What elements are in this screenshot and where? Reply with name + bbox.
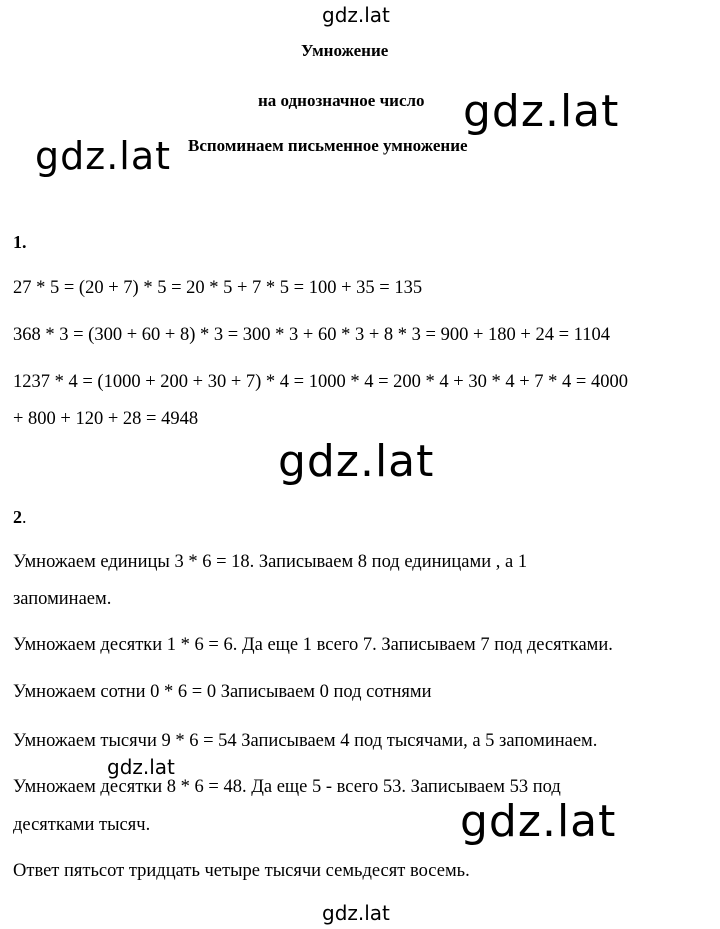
task-2-number: [13, 508, 27, 526]
section-title: Вспоминаем письменное умножение: [188, 136, 468, 155]
task-1-number: 1.: [13, 232, 27, 252]
watermark-bottom: gdz.lat: [322, 901, 390, 925]
task-2-line-3: Умножаем десятки 1 * 6 = 6. Да еще 1 всего 7. Записываем 7 под десятками.: [13, 635, 613, 655]
task-1-line-4: + 800 + 120 + 28 = 4948: [13, 409, 199, 429]
task-2-line-6: Умножаем десятки 8 * 6 = 48. Да еще 5 - всего 53. Записываем 53 под: [13, 777, 561, 797]
page-subtitle: на однозначное число: [258, 91, 425, 110]
task-2-number-digit: 2: [13, 507, 22, 527]
task-2-line-7: десятками тысяч.: [13, 815, 151, 835]
task-2-number-suffix: .: [22, 507, 27, 527]
task-1-line-3: 1237 * 4 = (1000 + 200 + 30 + 7) * 4 = 1000 * 4 = 200 * 4 + 30 * 4 + 7 * 4 = 4000: [13, 372, 628, 392]
task-2-line-4: Умножаем сотни 0 * 6 = 0 Записываем 0 под сотнями: [13, 682, 432, 702]
watermark-mid-small: gdz.lat: [107, 755, 175, 779]
watermark-right-large: gdz.lat: [463, 86, 620, 137]
watermark-left-large: gdz.lat: [35, 134, 172, 178]
watermark-lower-right-large: gdz.lat: [460, 796, 617, 847]
task-2-line-8: Ответ пятьсот тридцать четыре тысячи семьдесят восемь.: [13, 861, 470, 881]
task-2-line-1: Умножаем единицы 3 * 6 = 18. Записываем 8 под единицами , а 1: [13, 552, 528, 572]
watermark-center-large: gdz.lat: [278, 436, 435, 487]
watermark-top: gdz.lat: [322, 3, 390, 27]
task-1-line-2: 368 * 3 = (300 + 60 + 8) * 3 = 300 * 3 + 60 * 3 + 8 * 3 = 900 + 180 + 24 = 1104: [13, 325, 610, 345]
task-1-line-1: 27 * 5 = (20 + 7) * 5 = 20 * 5 + 7 * 5 = 100 + 35 = 135: [13, 278, 423, 298]
task-2-line-5: Умножаем тысячи 9 * 6 = 54 Записываем 4 под тысячами, а 5 запоминаем.: [13, 731, 598, 751]
task-2-line-2: запоминаем.: [13, 589, 112, 609]
page-title: Умножение: [301, 41, 389, 60]
